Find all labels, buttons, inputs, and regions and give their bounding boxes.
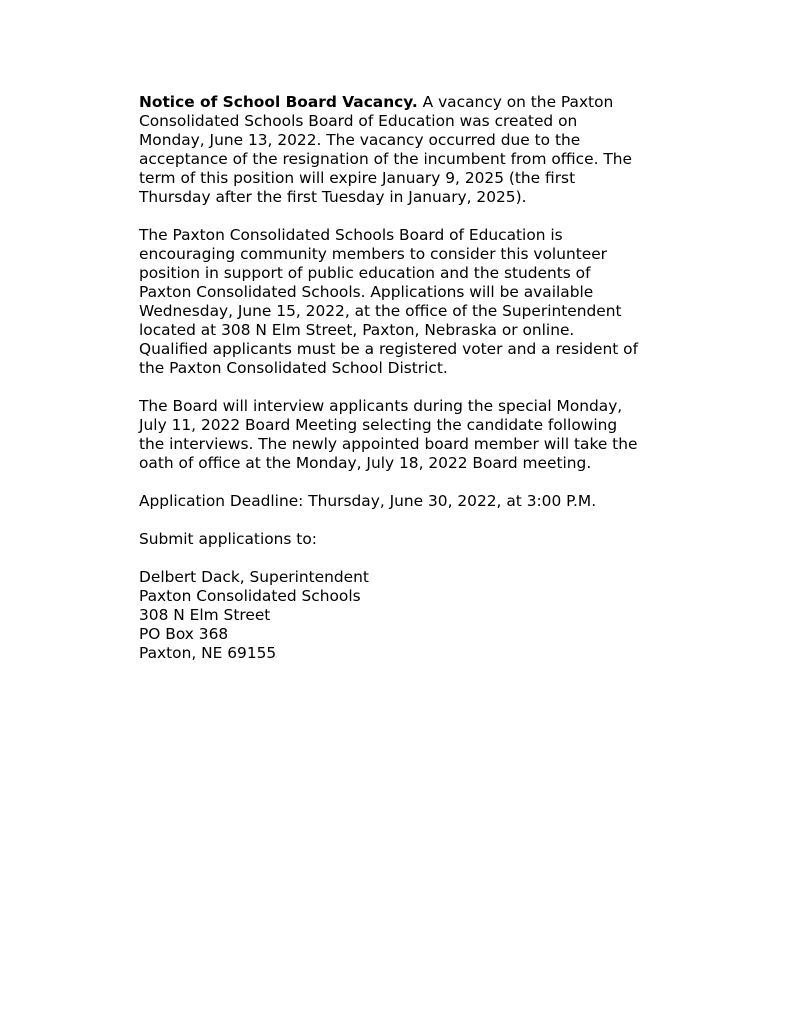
- notice-heading: Notice of School Board Vacancy.: [139, 93, 418, 111]
- notice-body: A vacancy on the Paxton Consolidated Schools Board of Education was created on Monday, June 13, 2022. The vacancy occurred due to the acceptance of the resignation of the incumbent from office. The term of this position will expire January 9, 2025 (the first Thursday after the first Tuesday in January, 2025).: [139, 93, 632, 206]
- address-organization: Paxton Consolidated Schools: [139, 587, 361, 605]
- notice-paragraph: [139, 93, 659, 207]
- encouragement-paragraph: The Paxton Consolidated Schools Board of Education is encouraging community members to consider this volunteer position in support of public education and the students of Paxton Consolidated Schools. Applications will be available Wednesday, June 15, 2022, at the office of the Superintendent located at 308 N Elm Street, Paxton, Nebraska or online. Qualified applicants must be a registered voter and a resident of the Paxton Consolidated School District.: [139, 226, 639, 377]
- interview-paragraph: The Board will interview applicants during the special Monday, July 11, 2022 Board Meeting selecting the candidate following the interviews. The newly appointed board member will take the oath of office at the Monday, July 18, 2022 Board meeting.: [139, 397, 638, 472]
- address-street: 308 N Elm Street: [139, 606, 271, 624]
- address-po-box: PO Box 368: [139, 625, 229, 643]
- mailing-address: [139, 568, 659, 663]
- document-page: [139, 93, 659, 663]
- deadline-line: Application Deadline: Thursday, June 30, 2022, at 3:00 P.M.: [139, 492, 597, 510]
- address-city-state-zip: Paxton, NE 69155: [139, 644, 277, 662]
- submit-intro: Submit applications to:: [139, 530, 317, 548]
- address-name: Delbert Dack, Superintendent: [139, 568, 369, 586]
